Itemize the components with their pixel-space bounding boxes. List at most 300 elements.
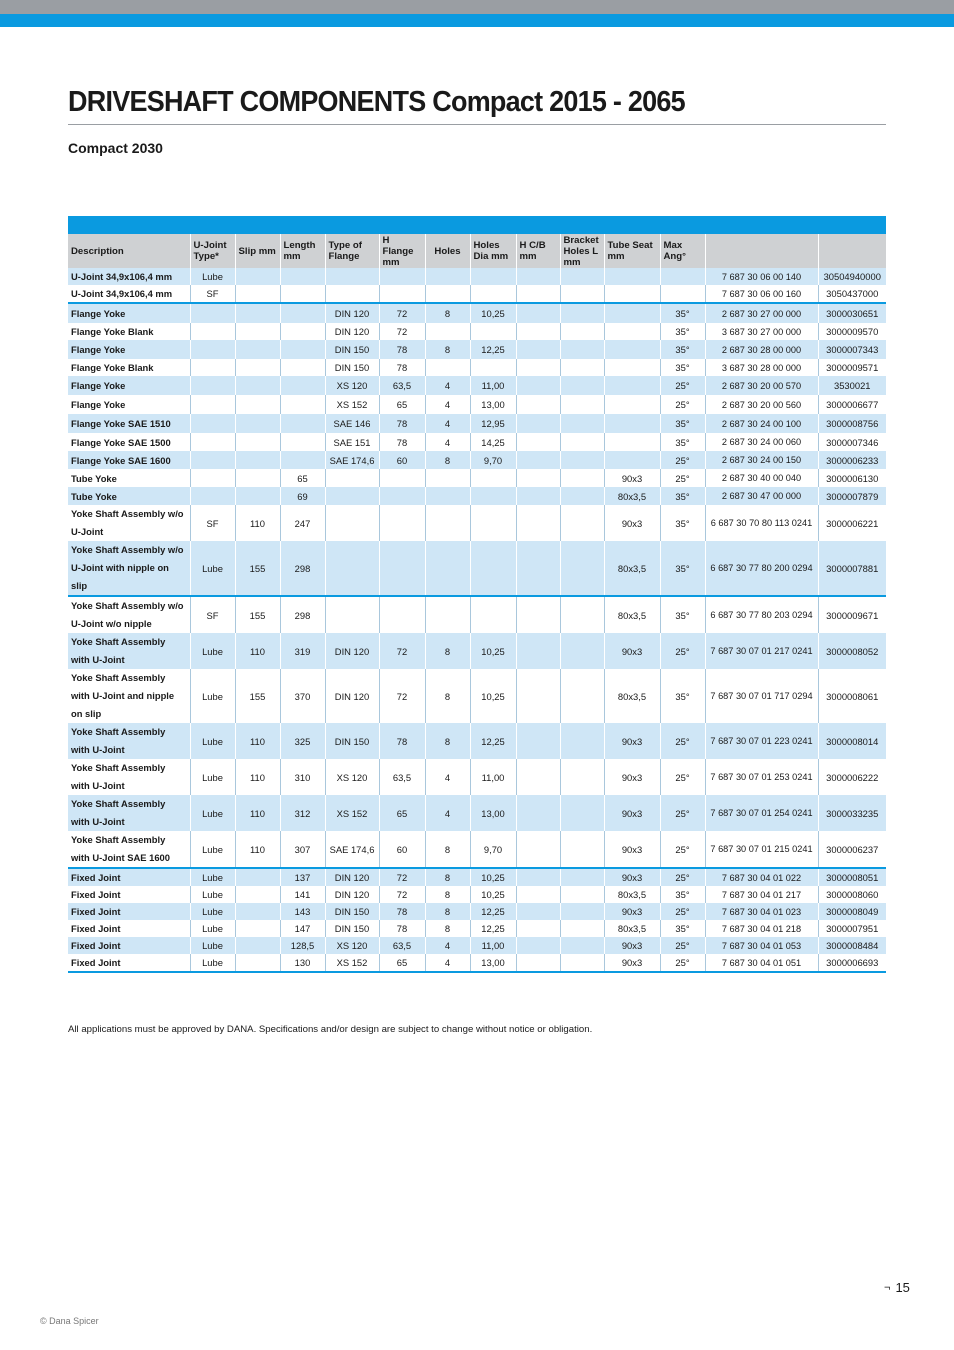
cell-holes [425, 323, 470, 340]
cell-holes-dia: 10,25 [470, 669, 516, 723]
cell-description: Flange Yoke [68, 395, 190, 414]
cell-part-number: 7 687 30 04 01 053 [705, 937, 818, 954]
table-row [68, 376, 886, 395]
cell-length [280, 414, 325, 433]
table-row [68, 541, 886, 596]
cell-ujoint-type: Lube [190, 920, 235, 937]
cell-description: Tube Yoke [68, 487, 190, 505]
cell-max-ang: 25° [660, 954, 705, 972]
cell-part-number: 2 687 30 47 00 000 [705, 487, 818, 505]
cell-holes [425, 285, 470, 303]
cell-max-ang: 25° [660, 903, 705, 920]
cell-description: Yoke Shaft Assembly with U-Joint and nipple on slip [68, 669, 190, 723]
cell-tube-seat [604, 433, 660, 451]
cell-holes-dia: 11,00 [470, 937, 516, 954]
cell-holes: 4 [425, 937, 470, 954]
cell-flange-type: XS 120 [325, 759, 379, 795]
cell-description: Yoke Shaft Assembly with U-Joint [68, 723, 190, 759]
cell-bracket-holes [560, 395, 604, 414]
cell-description: Yoke Shaft Assembly w/o U-Joint with nipple on slip [68, 541, 190, 596]
cell-h-flange: 72 [379, 633, 425, 669]
cell-h-flange: 65 [379, 795, 425, 831]
cell-hcb [516, 359, 560, 376]
cell-item-number: 3000008052 [818, 633, 886, 669]
cell-slip [235, 886, 280, 903]
cell-holes-dia: 9,70 [470, 451, 516, 469]
cell-ujoint-type: SF [190, 285, 235, 303]
cell-description: Yoke Shaft Assembly w/o U-Joint [68, 505, 190, 541]
cell-description: Fixed Joint [68, 903, 190, 920]
table-row [68, 285, 886, 303]
cell-tube-seat: 90x3 [604, 759, 660, 795]
cell-item-number: 3000007343 [818, 340, 886, 359]
table-row [68, 937, 886, 954]
cell-ujoint-type: Lube [190, 268, 235, 285]
cell-max-ang: 25° [660, 469, 705, 487]
table-row [68, 433, 886, 451]
cell-slip [235, 376, 280, 395]
title-divider [68, 124, 886, 125]
table-row [68, 395, 886, 414]
cell-length: 141 [280, 886, 325, 903]
cell-tube-seat [604, 268, 660, 285]
cell-ujoint-type [190, 340, 235, 359]
cell-max-ang: 35° [660, 487, 705, 505]
page-title: DRIVESHAFT COMPONENTS Compact 2015 - 2065 [68, 86, 685, 118]
cell-part-number: 7 687 30 07 01 223 0241 [705, 723, 818, 759]
cell-bracket-holes [560, 795, 604, 831]
cell-ujoint-type: Lube [190, 633, 235, 669]
cell-max-ang: 25° [660, 759, 705, 795]
cell-part-number: 7 687 30 06 00 140 [705, 268, 818, 285]
cell-hcb [516, 451, 560, 469]
cell-ujoint-type [190, 414, 235, 433]
cell-part-number: 7 687 30 04 01 051 [705, 954, 818, 972]
cell-h-flange [379, 596, 425, 633]
cell-holes: 8 [425, 831, 470, 868]
cell-hcb [516, 303, 560, 323]
cell-tube-seat: 90x3 [604, 505, 660, 541]
cell-h-flange: 65 [379, 395, 425, 414]
table-row [68, 954, 886, 972]
cell-item-number: 3000009570 [818, 323, 886, 340]
cell-h-flange: 78 [379, 414, 425, 433]
cell-flange-type [325, 487, 379, 505]
cell-tube-seat: 80x3,5 [604, 541, 660, 596]
cell-max-ang: 35° [660, 414, 705, 433]
cell-holes: 8 [425, 920, 470, 937]
header-col-tube-seat: Tube Seat mm [604, 234, 660, 268]
header-col-description: Description [68, 234, 190, 268]
cell-hcb [516, 795, 560, 831]
cell-item-number: 3000006237 [818, 831, 886, 868]
table-row [68, 831, 886, 868]
cell-part-number: 2 687 30 20 00 570 [705, 376, 818, 395]
cell-holes-dia: 11,00 [470, 759, 516, 795]
cell-max-ang: 35° [660, 920, 705, 937]
cell-holes-dia: 13,00 [470, 954, 516, 972]
cell-bracket-holes [560, 723, 604, 759]
cell-flange-type: XS 120 [325, 937, 379, 954]
cell-hcb [516, 723, 560, 759]
table-row [68, 303, 886, 323]
table-row [68, 451, 886, 469]
header-col-part-number [705, 234, 818, 268]
cell-length: 298 [280, 596, 325, 633]
cell-description: Flange Yoke Blank [68, 359, 190, 376]
cell-tube-seat [604, 451, 660, 469]
cell-description: U-Joint 34,9x106,4 mm [68, 268, 190, 285]
cell-h-flange: 63,5 [379, 376, 425, 395]
cell-length: 298 [280, 541, 325, 596]
cell-holes-dia [470, 596, 516, 633]
cell-slip [235, 868, 280, 886]
cell-holes-dia: 13,00 [470, 395, 516, 414]
cell-length [280, 268, 325, 285]
cell-max-ang: 25° [660, 795, 705, 831]
cell-description: Yoke Shaft Assembly with U-Joint [68, 795, 190, 831]
cell-bracket-holes [560, 340, 604, 359]
cell-slip [235, 323, 280, 340]
section-subtitle: Compact 2030 [68, 140, 163, 156]
cell-bracket-holes [560, 433, 604, 451]
header-col-hcb: H C/B mm [516, 234, 560, 268]
cell-holes [425, 469, 470, 487]
cell-bracket-holes [560, 359, 604, 376]
cell-length: 310 [280, 759, 325, 795]
cell-holes-dia: 11,00 [470, 376, 516, 395]
cell-flange-type: XS 152 [325, 795, 379, 831]
cell-hcb [516, 376, 560, 395]
cell-bracket-holes [560, 469, 604, 487]
cell-flange-type: XS 152 [325, 954, 379, 972]
cell-bracket-holes [560, 831, 604, 868]
cell-h-flange: 78 [379, 903, 425, 920]
cell-tube-seat: 90x3 [604, 633, 660, 669]
cell-flange-type: SAE 146 [325, 414, 379, 433]
cell-flange-type: DIN 120 [325, 669, 379, 723]
table-header-row [68, 234, 886, 268]
cell-description: Yoke Shaft Assembly with U-Joint [68, 633, 190, 669]
cell-slip [235, 903, 280, 920]
table-top-bar [68, 216, 886, 234]
cell-ujoint-type: Lube [190, 886, 235, 903]
cell-holes: 4 [425, 795, 470, 831]
cell-h-flange: 60 [379, 831, 425, 868]
cell-ujoint-type: Lube [190, 759, 235, 795]
cell-max-ang: 35° [660, 433, 705, 451]
cell-holes-dia: 10,25 [470, 868, 516, 886]
cell-description: Flange Yoke SAE 1500 [68, 433, 190, 451]
cell-item-number: 3000006221 [818, 505, 886, 541]
cell-hcb [516, 268, 560, 285]
cell-bracket-holes [560, 920, 604, 937]
cell-tube-seat [604, 414, 660, 433]
cell-part-number: 2 687 30 24 00 060 [705, 433, 818, 451]
cell-slip: 110 [235, 831, 280, 868]
cell-length: 319 [280, 633, 325, 669]
cell-holes: 4 [425, 433, 470, 451]
cell-hcb [516, 868, 560, 886]
cell-bracket-holes [560, 303, 604, 323]
cell-holes: 8 [425, 903, 470, 920]
cell-holes: 8 [425, 340, 470, 359]
cell-h-flange [379, 268, 425, 285]
cell-tube-seat: 80x3,5 [604, 669, 660, 723]
cell-bracket-holes [560, 451, 604, 469]
cell-ujoint-type [190, 395, 235, 414]
cell-ujoint-type [190, 469, 235, 487]
copyright-footer: © Dana Spicer [40, 1316, 99, 1326]
header-col-length: Length mm [280, 234, 325, 268]
cell-holes: 8 [425, 303, 470, 323]
table-row [68, 268, 886, 285]
cell-length: 128,5 [280, 937, 325, 954]
cell-h-flange: 72 [379, 669, 425, 723]
cell-item-number: 3000033235 [818, 795, 886, 831]
cell-h-flange: 78 [379, 340, 425, 359]
cell-bracket-holes [560, 505, 604, 541]
cell-length: 137 [280, 868, 325, 886]
page-number-block [884, 1280, 910, 1295]
cell-bracket-holes [560, 633, 604, 669]
cell-hcb [516, 937, 560, 954]
cell-item-number: 3000008061 [818, 669, 886, 723]
cell-description: Flange Yoke SAE 1600 [68, 451, 190, 469]
cell-description: Tube Yoke [68, 469, 190, 487]
cell-ujoint-type: Lube [190, 903, 235, 920]
cell-holes-dia: 10,25 [470, 886, 516, 903]
table-row [68, 596, 886, 633]
cell-description: Flange Yoke [68, 303, 190, 323]
header-col-max-ang: Max Ang° [660, 234, 705, 268]
cell-flange-type: DIN 150 [325, 340, 379, 359]
cell-ujoint-type [190, 451, 235, 469]
cell-holes-dia: 12,95 [470, 414, 516, 433]
cell-holes-dia [470, 505, 516, 541]
cell-item-number: 3000008051 [818, 868, 886, 886]
cell-h-flange [379, 541, 425, 596]
cell-part-number: 7 687 30 04 01 022 [705, 868, 818, 886]
cell-item-number: 3000007346 [818, 433, 886, 451]
cell-holes-dia: 12,25 [470, 920, 516, 937]
cell-h-flange: 72 [379, 868, 425, 886]
cell-slip [235, 937, 280, 954]
cell-part-number: 6 687 30 70 80 113 0241 [705, 505, 818, 541]
cell-h-flange: 72 [379, 323, 425, 340]
cell-holes: 4 [425, 414, 470, 433]
cell-h-flange: 72 [379, 303, 425, 323]
cell-tube-seat: 90x3 [604, 831, 660, 868]
cell-item-number: 3530021 [818, 376, 886, 395]
cell-length [280, 359, 325, 376]
cell-hcb [516, 903, 560, 920]
cell-item-number: 3000030651 [818, 303, 886, 323]
cell-holes-dia [470, 359, 516, 376]
cell-hcb [516, 596, 560, 633]
cell-max-ang: 25° [660, 633, 705, 669]
cell-holes-dia [470, 469, 516, 487]
table-body [68, 268, 886, 972]
table-row [68, 903, 886, 920]
table-row [68, 505, 886, 541]
cell-flange-type: SAE 151 [325, 433, 379, 451]
cell-ujoint-type: SF [190, 596, 235, 633]
cell-max-ang: 25° [660, 395, 705, 414]
cell-holes: 8 [425, 868, 470, 886]
cell-ujoint-type: Lube [190, 937, 235, 954]
cell-ujoint-type: Lube [190, 723, 235, 759]
table-row [68, 323, 886, 340]
cell-bracket-holes [560, 903, 604, 920]
cell-bracket-holes [560, 376, 604, 395]
cell-max-ang: 35° [660, 669, 705, 723]
cell-description: Fixed Joint [68, 920, 190, 937]
cell-hcb [516, 414, 560, 433]
cell-part-number: 6 687 30 77 80 203 0294 [705, 596, 818, 633]
cell-part-number: 3 687 30 27 00 000 [705, 323, 818, 340]
cell-item-number: 3000008014 [818, 723, 886, 759]
cell-description: Yoke Shaft Assembly with U-Joint [68, 759, 190, 795]
cell-item-number: 3050437000 [818, 285, 886, 303]
cell-tube-seat [604, 376, 660, 395]
cell-tube-seat [604, 340, 660, 359]
cell-holes-dia: 12,25 [470, 903, 516, 920]
cell-slip [235, 359, 280, 376]
cell-part-number: 7 687 30 04 01 218 [705, 920, 818, 937]
cell-slip: 155 [235, 669, 280, 723]
cell-tube-seat: 90x3 [604, 723, 660, 759]
cell-item-number: 3000007951 [818, 920, 886, 937]
cell-ujoint-type [190, 376, 235, 395]
header-col-holes-dia: Holes Dia mm [470, 234, 516, 268]
cell-slip: 155 [235, 541, 280, 596]
cell-length: 147 [280, 920, 325, 937]
cell-max-ang: 35° [660, 886, 705, 903]
cell-item-number: 3000007881 [818, 541, 886, 596]
cell-part-number: 2 687 30 28 00 000 [705, 340, 818, 359]
cell-part-number: 7 687 30 04 01 217 [705, 886, 818, 903]
cell-max-ang: 35° [660, 323, 705, 340]
components-table [68, 234, 887, 973]
cell-length [280, 340, 325, 359]
cell-flange-type: DIN 150 [325, 723, 379, 759]
cell-max-ang: 35° [660, 596, 705, 633]
cell-holes-dia: 12,25 [470, 340, 516, 359]
header-col-flange-type: Type of Flange [325, 234, 379, 268]
table-row [68, 669, 886, 723]
cell-h-flange: 78 [379, 359, 425, 376]
cell-hcb [516, 633, 560, 669]
cell-item-number: 3000008484 [818, 937, 886, 954]
cell-holes: 4 [425, 376, 470, 395]
cell-bracket-holes [560, 323, 604, 340]
cell-bracket-holes [560, 596, 604, 633]
cell-slip [235, 920, 280, 937]
page-number: 15 [895, 1280, 910, 1295]
cell-flange-type [325, 285, 379, 303]
cell-description: U-Joint 34,9x106,4 mm [68, 285, 190, 303]
cell-slip: 155 [235, 596, 280, 633]
cell-tube-seat: 80x3,5 [604, 920, 660, 937]
cell-ujoint-type: Lube [190, 954, 235, 972]
cell-part-number: 7 687 30 04 01 023 [705, 903, 818, 920]
cell-length: 130 [280, 954, 325, 972]
cell-hcb [516, 487, 560, 505]
header-col-h-flange: H Flange mm [379, 234, 425, 268]
cell-flange-type [325, 596, 379, 633]
cell-flange-type [325, 268, 379, 285]
cell-flange-type: DIN 120 [325, 868, 379, 886]
cell-hcb [516, 920, 560, 937]
header-col-item-number [818, 234, 886, 268]
cell-flange-type [325, 505, 379, 541]
cell-holes: 8 [425, 451, 470, 469]
cell-holes-dia [470, 541, 516, 596]
cell-length: 247 [280, 505, 325, 541]
cell-h-flange: 63,5 [379, 937, 425, 954]
cell-flange-type: DIN 150 [325, 920, 379, 937]
cell-tube-seat [604, 285, 660, 303]
cell-holes [425, 487, 470, 505]
cell-hcb [516, 831, 560, 868]
top-gray-band [0, 0, 954, 14]
cell-flange-type [325, 469, 379, 487]
table-row [68, 886, 886, 903]
cell-hcb [516, 469, 560, 487]
cell-max-ang [660, 268, 705, 285]
cell-flange-type: SAE 174,6 [325, 831, 379, 868]
cell-h-flange: 60 [379, 451, 425, 469]
cell-hcb [516, 505, 560, 541]
cell-holes [425, 541, 470, 596]
cell-ujoint-type [190, 323, 235, 340]
cell-holes-dia [470, 487, 516, 505]
cell-tube-seat: 80x3,5 [604, 886, 660, 903]
cell-flange-type: DIN 150 [325, 903, 379, 920]
cell-part-number: 6 687 30 77 80 200 0294 [705, 541, 818, 596]
cell-hcb [516, 285, 560, 303]
cell-holes-dia [470, 285, 516, 303]
page-corner-mark: ¬ [884, 1281, 891, 1294]
cell-holes [425, 268, 470, 285]
cell-max-ang: 35° [660, 303, 705, 323]
cell-length: 65 [280, 469, 325, 487]
cell-flange-type: DIN 120 [325, 303, 379, 323]
cell-holes: 4 [425, 759, 470, 795]
cell-slip [235, 487, 280, 505]
cell-part-number: 2 687 30 24 00 150 [705, 451, 818, 469]
cell-flange-type [325, 541, 379, 596]
cell-holes-dia: 14,25 [470, 433, 516, 451]
cell-slip: 110 [235, 505, 280, 541]
cell-part-number: 3 687 30 28 00 000 [705, 359, 818, 376]
cell-max-ang: 25° [660, 723, 705, 759]
table-row [68, 920, 886, 937]
cell-h-flange [379, 487, 425, 505]
cell-hcb [516, 340, 560, 359]
cell-holes [425, 359, 470, 376]
cell-description: Fixed Joint [68, 937, 190, 954]
cell-part-number: 7 687 30 07 01 717 0294 [705, 669, 818, 723]
cell-flange-type: DIN 120 [325, 633, 379, 669]
cell-description: Fixed Joint [68, 886, 190, 903]
cell-max-ang: 25° [660, 937, 705, 954]
cell-description: Yoke Shaft Assembly with U-Joint SAE 1600 [68, 831, 190, 868]
cell-ujoint-type [190, 303, 235, 323]
cell-description: Fixed Joint [68, 868, 190, 886]
cell-length [280, 285, 325, 303]
